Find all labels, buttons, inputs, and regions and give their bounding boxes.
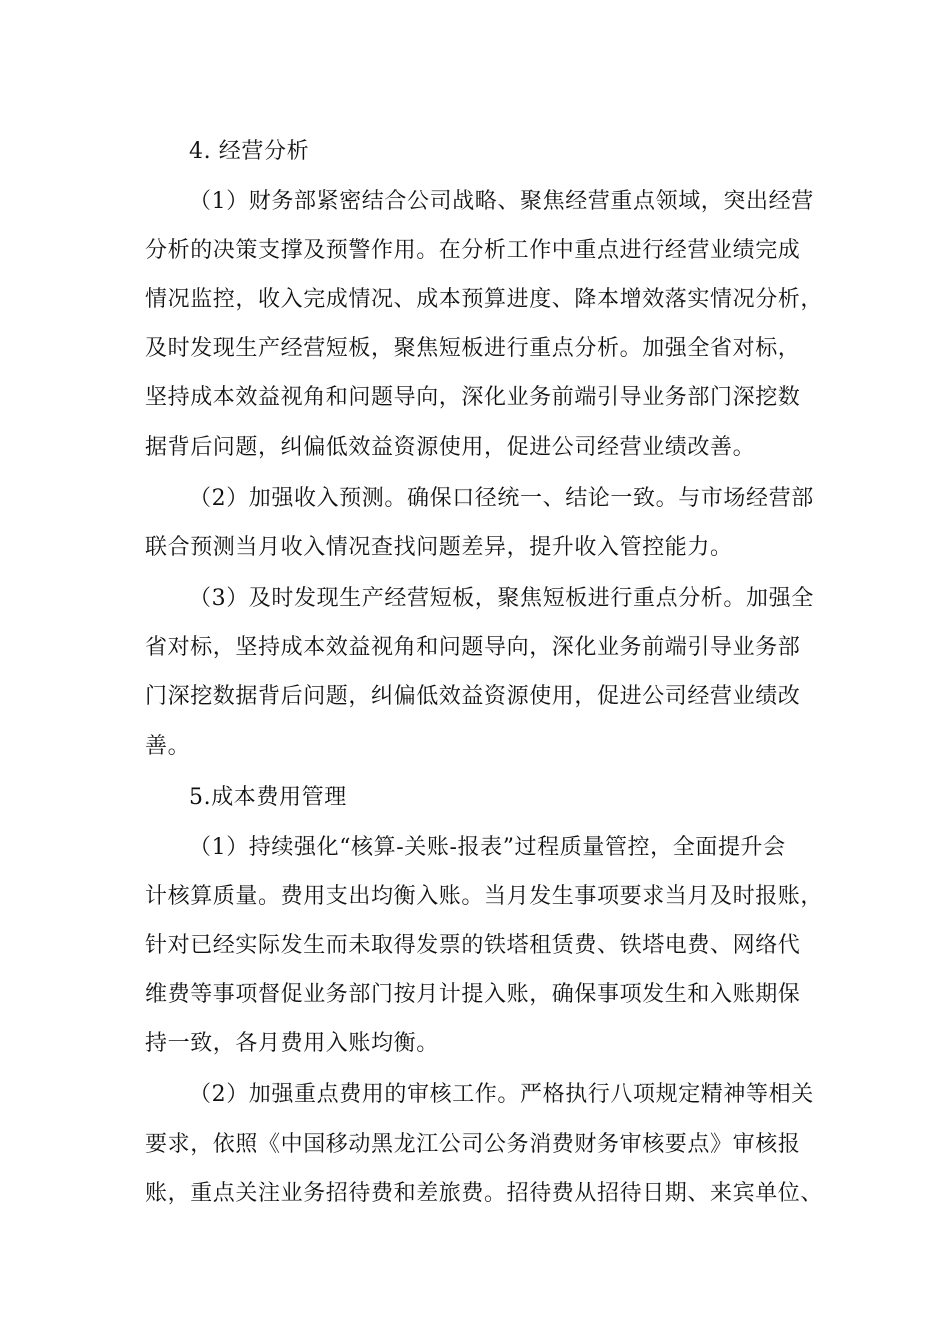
paragraph-line: 维费等事项督促业务部门按月计提入账，确保事项发生和入账期保 xyxy=(145,982,801,1007)
paragraph-line: 账，重点关注业务招待费和差旅费。招待费从招待日期、来宾单位、 xyxy=(145,1181,824,1206)
paragraph-line: （2）加强重点费用的审核工作。严格执行八项规定精神等相关 xyxy=(189,1082,814,1107)
paragraph-line: （3）及时发现生产经营短板，聚焦短板进行重点分析。加强全 xyxy=(189,586,814,611)
paragraph-line: 联合预测当月收入情况查找问题差异，提升收入管控能力。 xyxy=(145,535,733,560)
paragraph-line: 据背后问题，纠偏低效益资源使用，促进公司经营业绩改善。 xyxy=(145,435,756,460)
paragraph-line: 门深挖数据背后问题，纠偏低效益资源使用，促进公司经营业绩改 xyxy=(145,684,801,709)
paragraph-line: 分析的决策支撑及预警作用。在分析工作中重点进行经营业绩完成 xyxy=(145,238,801,263)
paragraph-line: 持一致，各月费用入账均衡。 xyxy=(145,1031,439,1056)
section-heading-4: 4. 经营分析 xyxy=(189,139,310,164)
paragraph-line: 坚持成本效益视角和问题导向，深化业务前端引导业务部门深挖数 xyxy=(145,385,801,410)
paragraph-line: 省对标，坚持成本效益视角和问题导向，深化业务前端引导业务部 xyxy=(145,635,801,660)
paragraph-line: 针对已经实际发生而未取得发票的铁塔租赁费、铁塔电费、网络代 xyxy=(145,933,801,958)
paragraph-line: （1）持续强化“核算-关账-报表”过程质量管控，全面提升会 xyxy=(189,835,786,860)
paragraph-line: 要求，依照《中国移动黑龙江公司公务消费财务审核要点》审核报 xyxy=(145,1132,801,1157)
paragraph-line: 计核算质量。费用支出均衡入账。当月发生事项要求当月及时报账， xyxy=(145,884,824,909)
paragraph-line: 情况监控，收入完成情况、成本预算进度、降本增效落实情况分析， xyxy=(145,287,824,312)
paragraph-line: （1）财务部紧密结合公司战略、聚焦经营重点领域，突出经营 xyxy=(189,189,814,214)
section-heading-5: 5.成本费用管理 xyxy=(189,785,347,810)
paragraph-line: 及时发现生产经营短板，聚焦短板进行重点分析。加强全省对标， xyxy=(145,336,801,361)
paragraph-line: 善。 xyxy=(145,734,191,759)
paragraph-line: （2）加强收入预测。确保口径统一、结论一致。与市场经营部 xyxy=(189,486,814,511)
